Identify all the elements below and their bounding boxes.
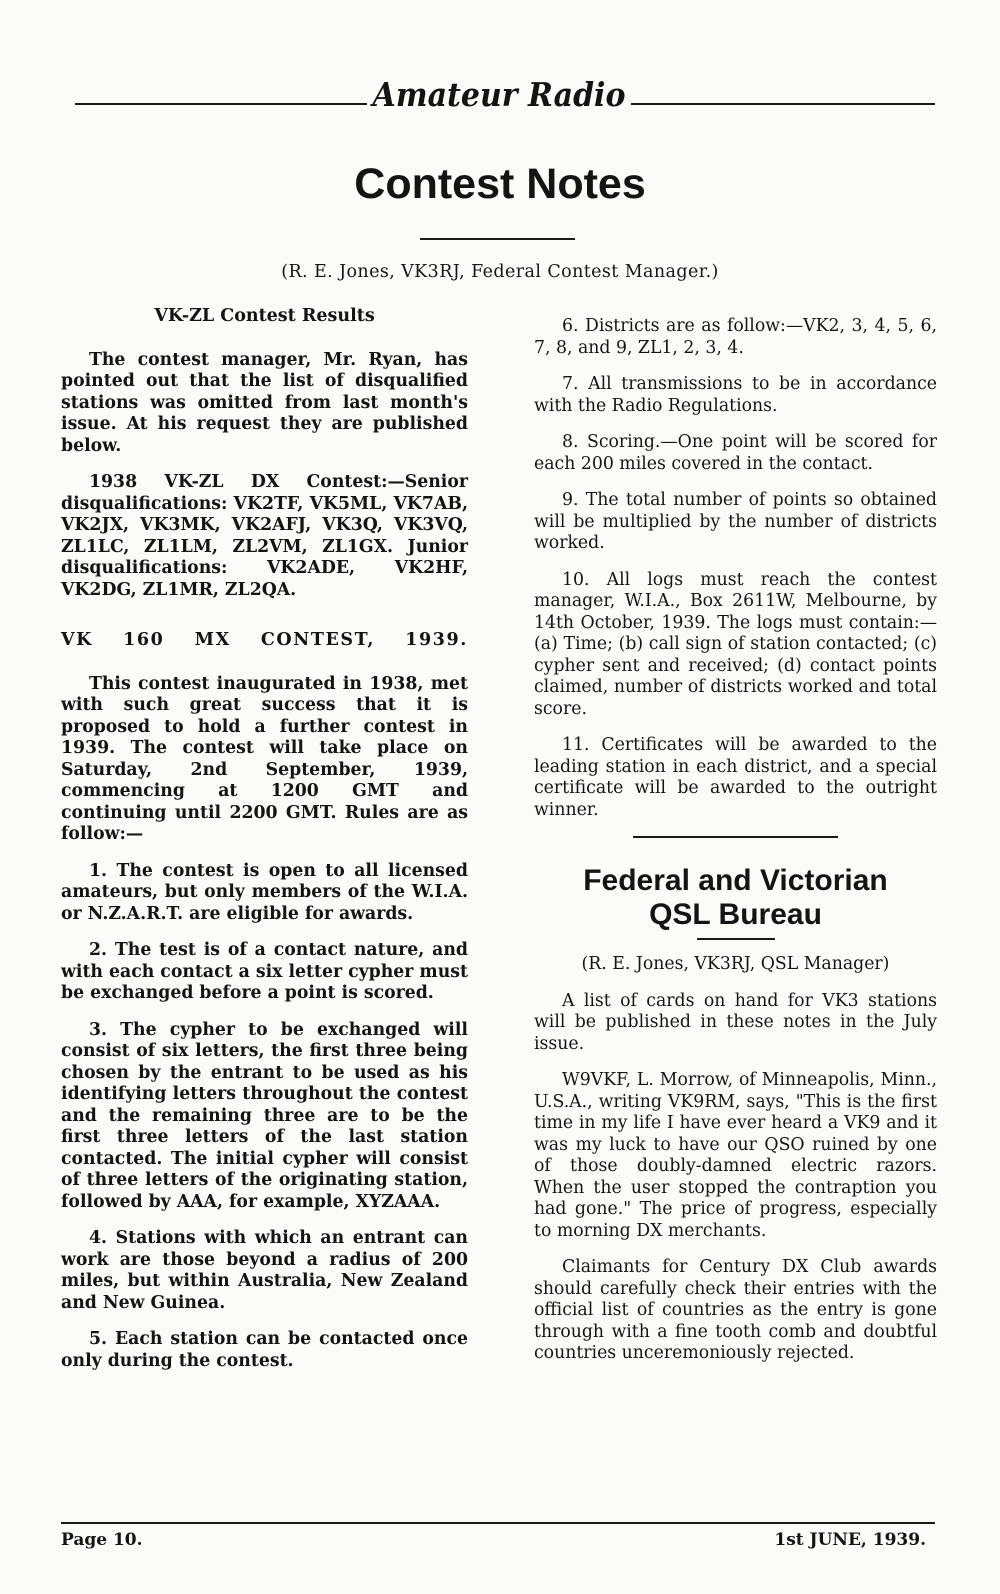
- heading-line: QSL Bureau: [649, 898, 822, 931]
- masthead-logo: Amateur Radio: [372, 76, 626, 115]
- rule-item: 5. Each station can be contacted once only during the contest.: [61, 1329, 468, 1371]
- rule-item: 7. All transmissions to be in accordance with the Radio Regulations.: [534, 374, 937, 416]
- section-divider: [633, 836, 838, 838]
- paragraph: The contest manager, Mr. Ryan, has pointed out that the list of disqualified stations was omitted from last month's issue. At his request they are published below.: [61, 349, 468, 456]
- masthead: [75, 78, 935, 122]
- section-heading-vk-160-mx-contest: VK 160 MX CONTEST, 1939.: [61, 630, 468, 650]
- rule-item: 1. The contest is open to all licensed amateurs, but only members of the W.I.A. or N.Z.A.R.T. are eligible for awards.: [61, 860, 468, 924]
- paragraph: W9VKF, L. Morrow, of Minneapolis, Minn., U.S.A., writing VK9RM, says, "This is the first time in my life I have ever heard a VK9 and it was my luck to have our QSO ruined by one of those doubly-damned electric razors. When the user stopped the contraption you had gone." The price of progress, especially to morning DX merchants.: [534, 1070, 937, 1241]
- paragraph: 1938 VK-ZL DX Contest:—Senior disqualifications: VK2TF, VK5ML, VK7AB, VK2JX, VK3MK, VK2AFJ, VK3Q, VK3VQ, ZL1LC, ZL1LM, ZL2VM, ZL1GX. Junior disqualifications: VK2ADE, VK2HF, VK2DG, ZL1MR, ZL2QA.: [61, 472, 468, 600]
- footer-rule: [61, 1522, 935, 1524]
- rule-item: 3. The cypher to be exchanged will consist of six letters, the first three being chosen by the entrant to be used as his identifying letters throughout the contest and the remaining three are to be the first three letters of the last station contacted. The initial cypher will consist of three letters of the originating station, followed by AAA, for example, XYZAAA.: [61, 1019, 468, 1212]
- masthead-rule-left: [75, 103, 367, 105]
- rule-item: 9. The total number of points so obtained will be multiplied by the number of districts worked.: [534, 490, 937, 553]
- byline: (R. E. Jones, VK3RJ, Federal Contest Manager.): [281, 262, 719, 282]
- rule-item: 4. Stations with which an entrant can work are those beyond a radius of 200 miles, but within Australia, New Zealand and New Guinea.: [61, 1228, 468, 1313]
- rule-item: 6. Districts are as follow:—VK2, 3, 4, 5, 6, 7, 8, and 9, ZL1, 2, 3, 4.: [534, 316, 937, 358]
- page-number: Page 10.: [61, 1530, 143, 1550]
- rule-item: 10. All logs must reach the contest manager, W.I.A., Box 2611W, Melbourne, by 14th October, 1939. The logs must contain:—(a) Time; (b) call sign of station contacted; (c) cypher sent and received; (d) contact points claimed, number of districts worked and total score.: [534, 569, 937, 719]
- paragraph: This contest inaugurated in 1938, met with such great success that it is proposed to hold a further contest in 1939. The contest will take place on Saturday, 2nd September, 1939, commencing at 1200 GMT and continuing until 2200 GMT. Rules are as follow:—: [61, 673, 468, 844]
- section-heading-vk-zl-results: VK-ZL Contest Results: [154, 306, 375, 326]
- issue-date: 1st JUNE, 1939.: [774, 1530, 926, 1550]
- page-title: Contest Notes: [354, 160, 646, 208]
- heading-line: Federal and Victorian: [583, 864, 888, 897]
- heading-rule: [697, 938, 775, 940]
- section-heading-qsl-bureau: [534, 864, 937, 932]
- rule-item: 2. The test is of a contact nature, and with each contact a six letter cypher must be exchanged before a point is scored.: [61, 940, 468, 1003]
- rule-item: 8. Scoring.—One point will be scored for each 200 miles covered in the contact.: [534, 432, 937, 474]
- title-rule: [420, 238, 575, 240]
- paragraph: Claimants for Century DX Club awards should carefully check their entries with the official list of countries as the entry is gone through with a fine tooth comb and doubtful countries unceremoniously rejected.: [534, 1257, 937, 1363]
- byline-qsl: (R. E. Jones, VK3RJ, QSL Manager): [581, 954, 890, 974]
- right-column: [534, 316, 937, 1380]
- rule-item: 11. Certificates will be awarded to the leading station in each district, and a special certificate will be awarded to the outright winner.: [534, 735, 937, 820]
- left-column: [61, 306, 468, 1387]
- paragraph: A list of cards on hand for VK3 stations will be published in these notes in the July issue.: [534, 990, 937, 1054]
- masthead-rule-right: [631, 103, 935, 105]
